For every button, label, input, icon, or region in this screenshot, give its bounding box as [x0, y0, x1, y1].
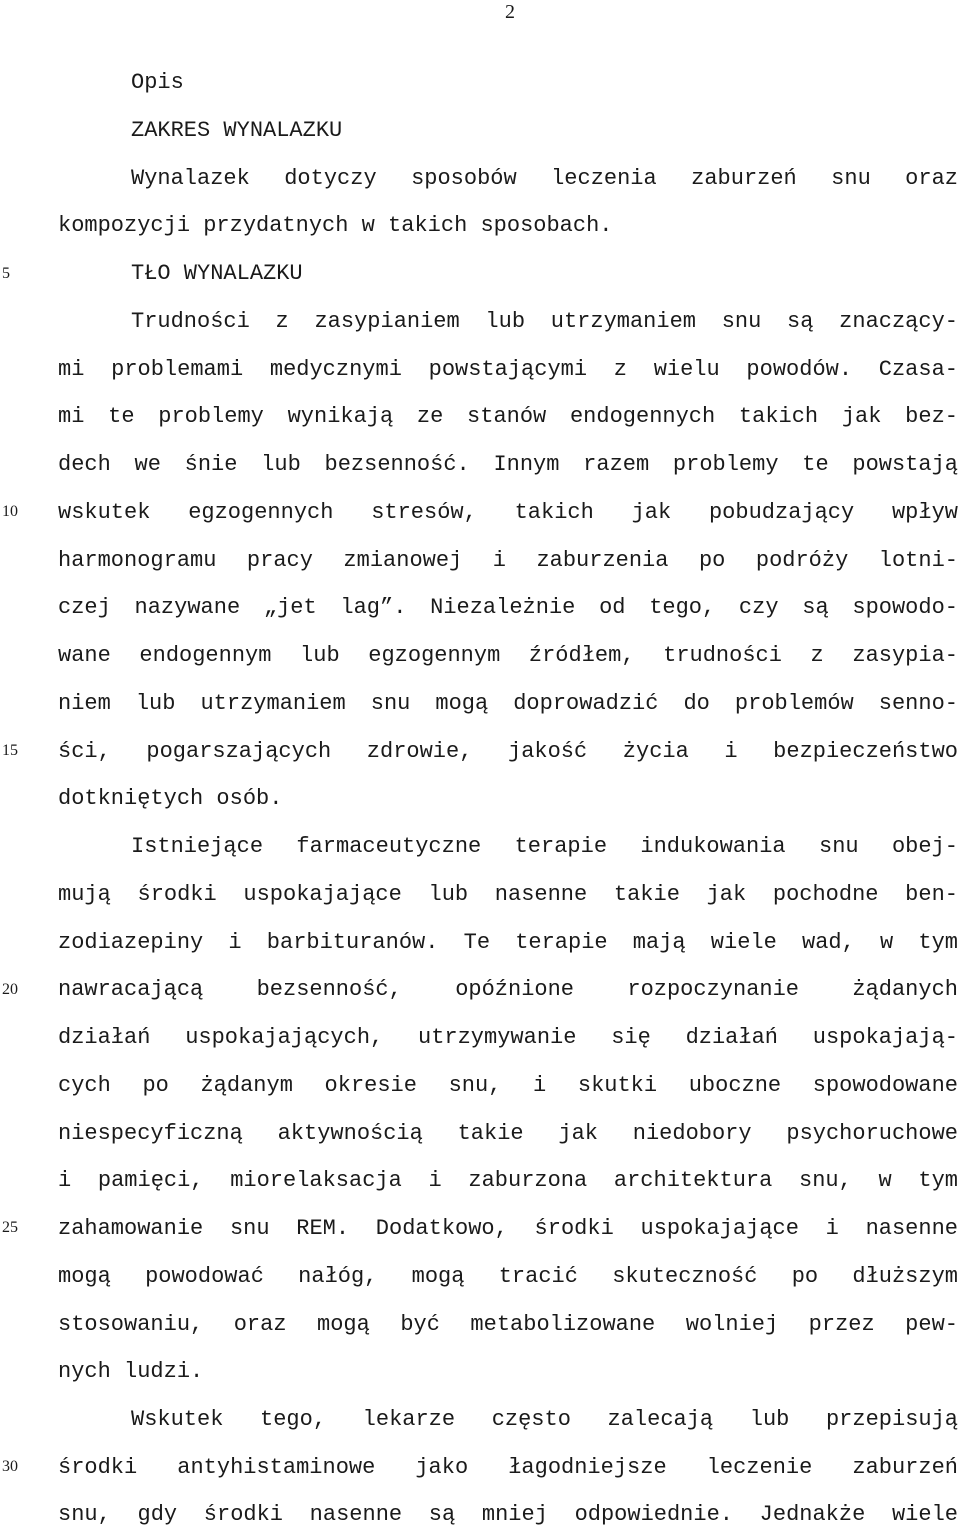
- text-line: zahamowanie snu REM. Dodatkowo, środki uspokajające i nasenne: [58, 1216, 958, 1241]
- text-line: cych po żądanym okresie snu, i skutki uboczne spowodowane: [58, 1073, 958, 1098]
- text-line: stosowaniu, oraz mogą być metabolizowane wolniej przez pew-: [58, 1312, 958, 1337]
- section-title-description: Opis: [131, 70, 184, 95]
- margin-line-number: 15: [2, 742, 18, 759]
- text-line: dotkniętych osób.: [58, 786, 283, 811]
- text-line: snu, gdy środki nasenne są mniej odpowiednie. Jednakże wiele: [58, 1502, 958, 1527]
- text-line: niespecyficzną aktywnością takie jak niedobory psychoruchowe: [58, 1121, 958, 1146]
- margin-line-number: 10: [2, 503, 18, 520]
- text-line: nych ludzi.: [58, 1359, 204, 1384]
- margin-line-number: 30: [2, 1458, 18, 1475]
- text-line: działań uspokajających, utrzymywanie się działań uspokajają-: [58, 1025, 958, 1050]
- text-line: kompozycji przydatnych w takich sposobach.: [58, 213, 613, 238]
- section-heading-background: TŁO WYNALAZKU: [131, 261, 303, 286]
- text-line: czej nazywane „jet lag”. Niezależnie od tego, czy są spowodo-: [58, 595, 958, 620]
- text-line: ści, pogarszających zdrowie, jakość życia i bezpieczeństwo: [58, 739, 958, 764]
- text-line: mi problemami medycznymi powstającymi z wielu powodów. Czasa-: [58, 357, 958, 382]
- text-line: nawracającą bezsenność, opóźnione rozpoczynanie żądanych: [58, 977, 958, 1002]
- text-line: Istniejące farmaceutyczne terapie indukowania snu obej-: [131, 834, 958, 859]
- text-line: wskutek egzogennych stresów, takich jak pobudzający wpływ: [58, 500, 958, 525]
- text-line: mują środki uspokajające lub nasenne takie jak pochodne ben-: [58, 882, 958, 907]
- text-line: niem lub utrzymaniem snu mogą doprowadzić do problemów senno-: [58, 691, 958, 716]
- text-line: Wynalazek dotyczy sposobów leczenia zaburzeń snu oraz: [131, 166, 958, 191]
- text-line: harmonogramu pracy zmianowej i zaburzenia po podróży lotni-: [58, 548, 958, 573]
- margin-line-number: 20: [2, 981, 18, 998]
- page-number: 2: [505, 1, 515, 23]
- margin-line-number: 5: [2, 265, 10, 282]
- text-line: zodiazepiny i barbituranów. Te terapie mają wiele wad, w tym: [58, 930, 958, 955]
- text-line: dech we śnie lub bezsenność. Innym razem problemy te powstają: [58, 452, 958, 477]
- text-line: i pamięci, miorelaksacja i zaburzona architektura snu, w tym: [58, 1168, 958, 1193]
- text-line: Wskutek tego, lekarze często zalecają lub przepisują: [131, 1407, 958, 1432]
- section-heading-scope: ZAKRES WYNALAZKU: [131, 118, 343, 143]
- text-line: mogą powodować nałóg, mogą tracić skuteczność po dłuższym: [58, 1264, 958, 1289]
- margin-line-number: 25: [2, 1219, 18, 1236]
- text-line: mi te problemy wynikają ze stanów endogennych takich jak bez-: [58, 404, 958, 429]
- text-line: Trudności z zasypianiem lub utrzymaniem snu są znaczący-: [131, 309, 958, 334]
- text-line: środki antyhistaminowe jako łagodniejsze leczenie zaburzeń: [58, 1455, 958, 1480]
- text-line: wane endogennym lub egzogennym źródłem, trudności z zasypia-: [58, 643, 958, 668]
